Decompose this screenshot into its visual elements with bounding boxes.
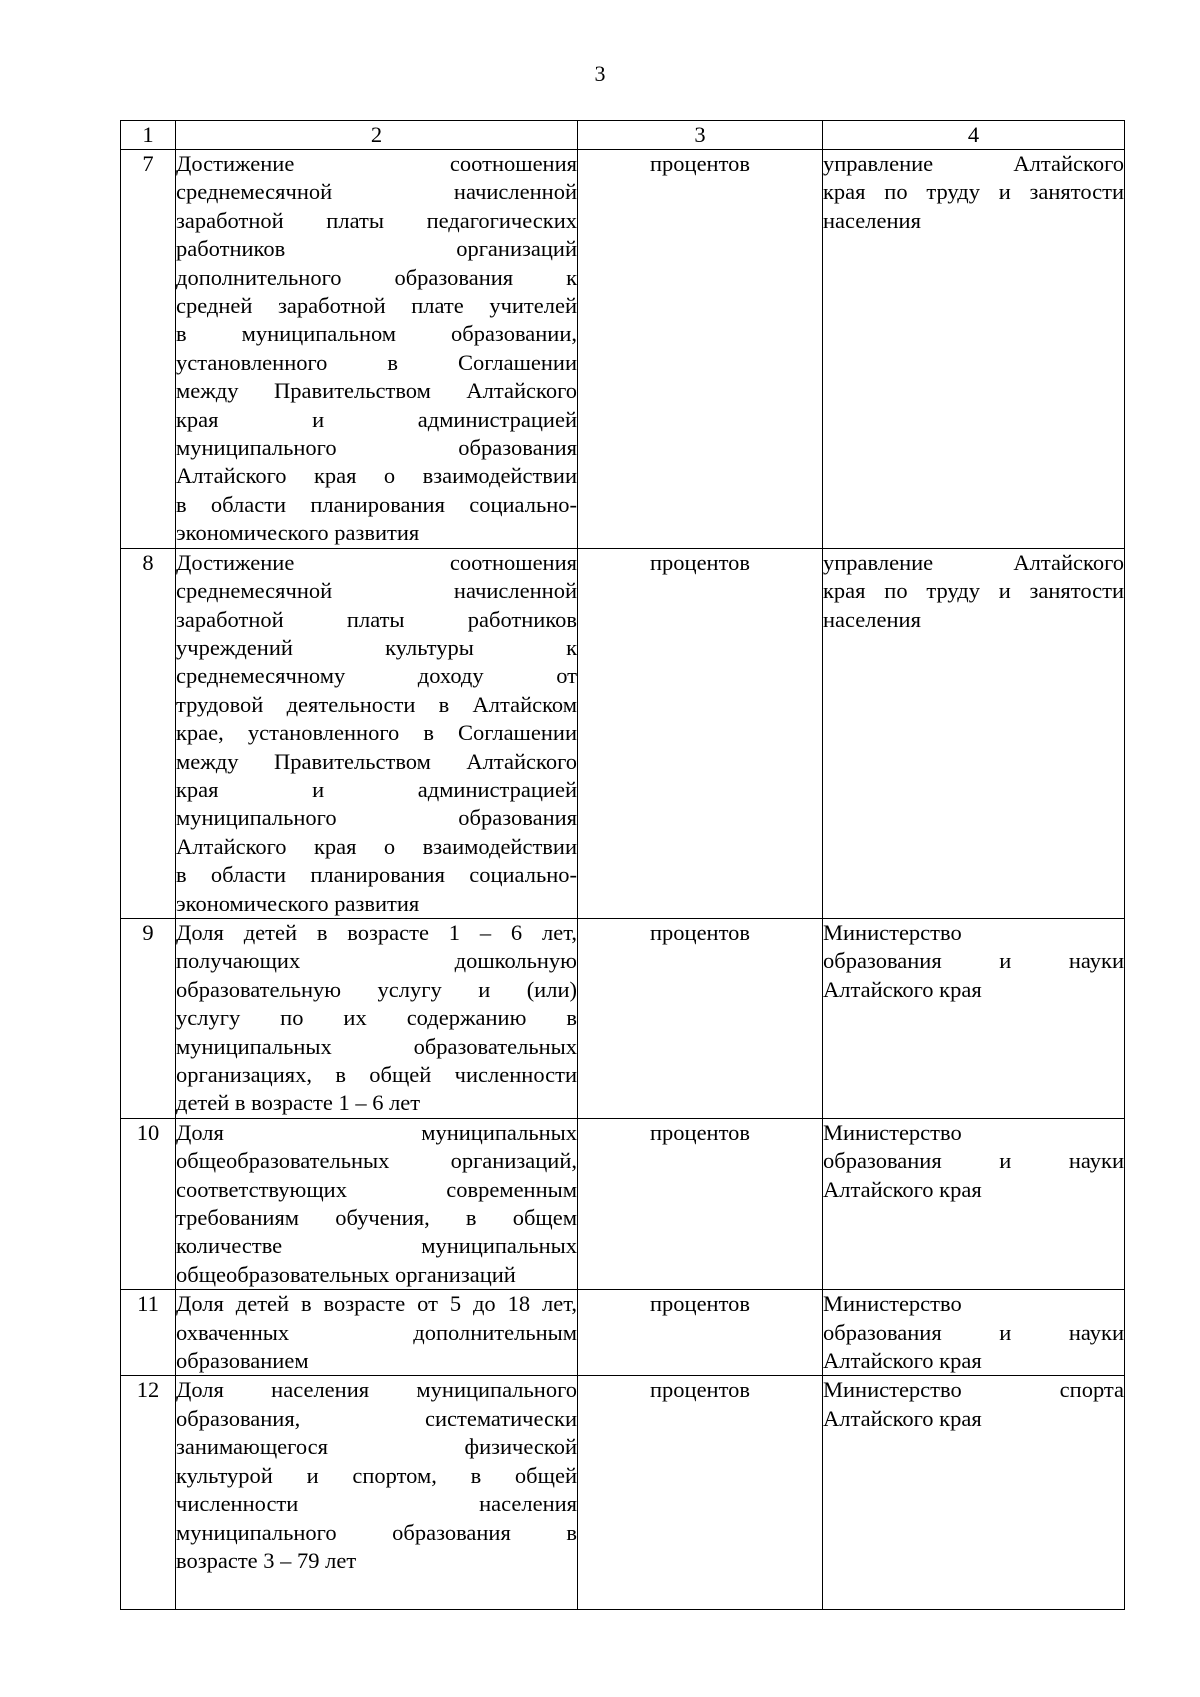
responsible-line: края по труду и занятости — [823, 578, 1124, 604]
description-line: муниципального образования в — [176, 1519, 577, 1545]
responsible-line: управление Алтайского — [823, 151, 1124, 176]
description-line: средней заработной плате учителей — [176, 293, 577, 319]
description-line: трудовой деятельности в Алтайском — [176, 691, 577, 717]
description-line: среднемесячной начисленной — [176, 578, 577, 604]
description-line: Доля детей в возрасте 1 – 6 лет, — [176, 919, 577, 945]
description-line: требованиям обучения, в общем — [176, 1205, 577, 1231]
row-number: 9 — [121, 918, 176, 1118]
description-line: возрасте 3 – 79 лет — [176, 1547, 357, 1573]
table-row — [121, 1376, 1125, 1610]
description-line: образованием — [176, 1348, 309, 1374]
description-line: Доля населения муниципального — [176, 1377, 577, 1403]
description-line: Алтайского края о взаимодействии — [176, 463, 577, 489]
responsible-line: Алтайского края — [823, 1348, 982, 1374]
description-line: между Правительством Алтайского — [176, 378, 577, 404]
unit-of-measure: процентов — [578, 548, 823, 918]
description-line: между Правительством Алтайского — [176, 748, 577, 774]
unit-of-measure: процентов — [578, 150, 823, 549]
responsible-line: края по труду и занятости — [823, 179, 1124, 205]
table-header-row — [121, 121, 1125, 150]
description-line: дополнительного образования к — [176, 264, 577, 290]
row-number: 12 — [121, 1376, 176, 1610]
table-row — [121, 150, 1125, 549]
indicator-description — [176, 1376, 578, 1610]
header-col-2: 2 — [176, 121, 578, 150]
responsible-body — [823, 1290, 1125, 1376]
header-col-3: 3 — [578, 121, 823, 150]
description-line: охваченных дополнительным — [176, 1319, 577, 1345]
row-number: 7 — [121, 150, 176, 549]
responsible-body — [823, 1118, 1125, 1289]
indicator-description — [176, 1290, 578, 1376]
unit-of-measure: процентов — [578, 1118, 823, 1289]
responsible-line: населения — [823, 207, 921, 233]
unit-of-measure: процентов — [578, 1290, 823, 1376]
description-line: края и администрацией — [176, 406, 577, 432]
responsible-body — [823, 150, 1125, 549]
unit-of-measure: процентов — [578, 918, 823, 1118]
description-line: муниципального образования — [176, 435, 577, 461]
row-number: 10 — [121, 1118, 176, 1289]
responsible-line: образования и науки — [823, 1148, 1124, 1174]
table-row — [121, 1290, 1125, 1376]
description-line: численности населения — [176, 1491, 577, 1517]
description-line: образования, систематически — [176, 1405, 577, 1431]
description-line: экономического развития — [176, 890, 420, 916]
description-line: среднемесячному доходу от — [176, 663, 577, 689]
responsible-line: образования и науки — [823, 1319, 1124, 1345]
description-line: в области планирования социально- — [176, 862, 577, 888]
description-line: в муниципальном образовании, — [176, 321, 577, 347]
responsible-line: населения — [823, 606, 921, 632]
description-line: образовательную услугу и (или) — [176, 976, 577, 1002]
responsible-line: Министерство — [823, 1119, 962, 1145]
description-line: общеобразовательных организаций — [176, 1261, 516, 1287]
row-number: 8 — [121, 548, 176, 918]
description-line: организациях, в общей численности — [176, 1062, 577, 1087]
responsible-body — [823, 548, 1125, 918]
table-row — [121, 1118, 1125, 1289]
indicators-table — [120, 120, 1125, 1610]
indicator-description — [176, 1118, 578, 1289]
description-line: муниципальных образовательных — [176, 1033, 577, 1059]
description-line: количестве муниципальных — [176, 1233, 577, 1259]
description-line: Доля муниципальных — [176, 1119, 577, 1145]
responsible-line: Алтайского края — [823, 1176, 982, 1202]
responsible-body — [823, 918, 1125, 1118]
description-line: края и администрацией — [176, 776, 577, 802]
description-line: установленного в Соглашении — [176, 349, 577, 375]
description-line: крае, установленного в Соглашении — [176, 720, 577, 746]
description-line: занимающегося физической — [176, 1434, 577, 1460]
description-line: в области планирования социально- — [176, 491, 577, 517]
indicator-description — [176, 150, 578, 549]
responsible-line: образования и науки — [823, 948, 1124, 974]
description-line: Достижение соотношения — [176, 151, 577, 176]
description-line: детей в возрасте 1 – 6 лет — [176, 1090, 421, 1116]
description-line: Достижение соотношения — [176, 549, 577, 575]
responsible-line: Министерство — [823, 919, 962, 945]
description-line: заработной платы работников — [176, 606, 577, 632]
table-row — [121, 918, 1125, 1118]
unit-of-measure: процентов — [578, 1376, 823, 1610]
description-line: среднемесячной начисленной — [176, 179, 577, 205]
description-line: экономического развития — [176, 520, 420, 546]
table-row — [121, 548, 1125, 918]
indicator-description — [176, 548, 578, 918]
row-number: 11 — [121, 1290, 176, 1376]
responsible-line: управление Алтайского — [823, 549, 1124, 575]
responsible-line: Министерство — [823, 1291, 962, 1317]
description-line: услугу по их содержанию в — [176, 1005, 577, 1031]
description-line: муниципального образования — [176, 805, 577, 831]
header-col-4: 4 — [823, 121, 1125, 150]
responsible-line: Алтайского края — [823, 1405, 982, 1431]
header-col-1: 1 — [121, 121, 176, 150]
responsible-body — [823, 1376, 1125, 1610]
description-line: культурой и спортом, в общей — [176, 1462, 577, 1488]
indicator-description — [176, 918, 578, 1118]
description-line: получающих дошкольную — [176, 948, 577, 974]
responsible-line: Министерство спорта — [823, 1377, 1124, 1403]
description-line: соответствующих современным — [176, 1176, 577, 1202]
description-line: Доля детей в возрасте от 5 до 18 лет, — [176, 1291, 577, 1317]
description-line: учреждений культуры к — [176, 634, 577, 660]
description-line: работников организаций — [176, 236, 577, 262]
page-number: 3 — [594, 61, 606, 86]
description-line: заработной платы педагогических — [176, 207, 577, 233]
responsible-line: Алтайского края — [823, 976, 982, 1002]
table-body — [121, 150, 1125, 1610]
description-line: Алтайского края о взаимодействии — [176, 833, 577, 859]
description-line: общеобразовательных организаций, — [176, 1148, 577, 1174]
